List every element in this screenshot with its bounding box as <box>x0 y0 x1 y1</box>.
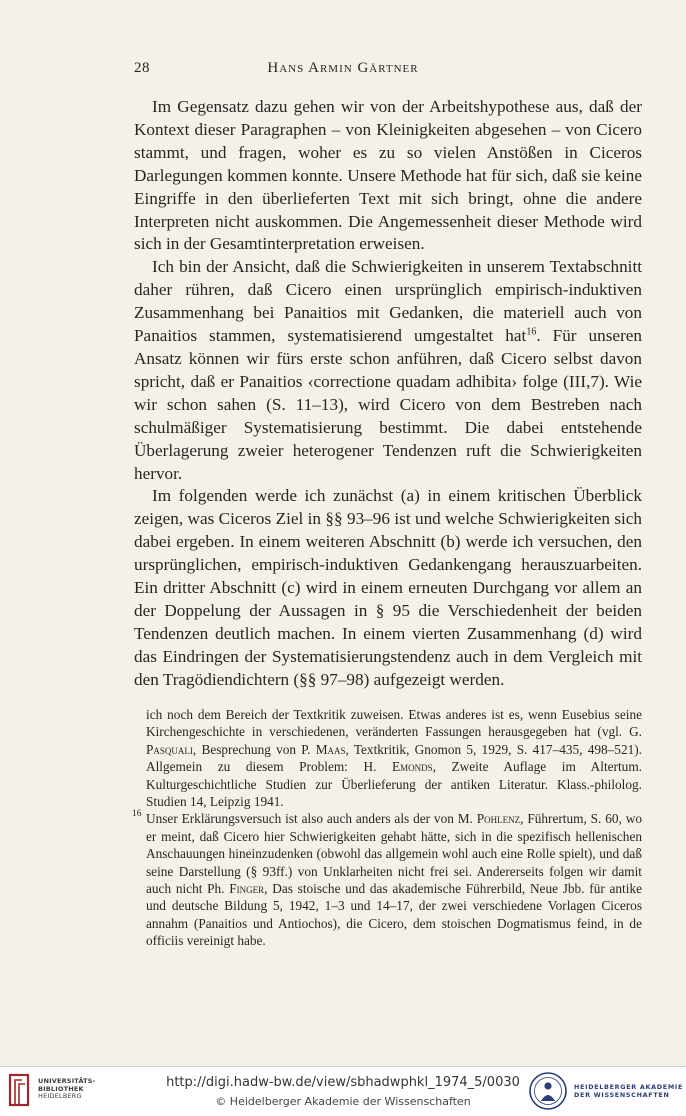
footnote-text: ich noch dem Bereich der Textkritik zuweisen. Etwas anderes ist es, wenn Eusebius seine Kirchengeschichte in verschiedenen, veränderten Fassungen herausgegeben hat (vgl. G. <box>146 707 642 740</box>
footnote-text: , Textkritik, Gnomon 5, 1929, S. 417–435, 498–521). Allgemein zu diesem Problem: H. <box>146 741 642 775</box>
running-head: Hans Armin Gärtner <box>267 60 419 76</box>
library-line: HEIDELBERG <box>38 1092 82 1100</box>
author-name: Maas <box>315 741 346 757</box>
footnote-text: Unser Erklärungsversuch ist also auch anders als der von M. <box>146 811 477 827</box>
permalink-url[interactable]: http://digi.hadw-bw.de/view/sbhadwphkl_1974_5/0030 <box>166 1075 520 1090</box>
footnote-text: , Zweite Auflage im Altertum. Kulturgeschichtliche Studien zur Überlieferung der antiken Literatur. Klass.-philolog. Studien 14, Leipzig 1941. <box>146 759 642 810</box>
footnote-number: 16 <box>132 809 142 820</box>
library-line: BIBLIOTHEK <box>38 1084 84 1093</box>
academy-seal-icon <box>528 1071 568 1111</box>
main-text <box>134 96 642 692</box>
footnote-16 <box>134 810 642 949</box>
paragraph-text: . Für unseren Ansatz können wir fürs erste schon anführen, daß Cicero selbst davon spricht, daß er Panaitios ‹correctione quadam adhibita› folge (III,7). Wie wir schon sahen (S. 11–13), wird Cicero von dem Bestreben nach schulmäßiger Systematisierung bestimmt. Die dabei entstehende Überlagerung zweier heterogener Tendenzen ruft die Schwierigkeiten hervor. <box>134 326 643 483</box>
footnote-text: , Das stoische und das akademische Führerbild, Neue Jbb. für antike und deutsche Bildung 5, 1942, 1–3 und 14–17, der zwei verschiedene Vorlagen Ciceros annahm (Panaitios und Antiochos), die Cicero, dem stoischen Dogmatismus feind, in de officiis vereinigt habe. <box>146 881 642 949</box>
footnote-reference[interactable]: 16 <box>526 326 537 338</box>
paragraph: Im folgenden werde ich zunächst (a) in einem kritischen Überblick zeigen, was Ciceros Ziel in §§ 93–96 ist und welche Schwierigkeiten sich dabei ergeben. In einem weiteren Abschnitt (b) werde ich versuchen, den ursprünglichen, empirisch-induktiven Gedankengang herauszuarbeiten. Ein dritter Abschnitt (c) wird in einem erneuten Durchgang vor allem an der Doppelung der Aussagen in § 95 die Verschiedenheit der beiden Tendenzen deutlich machen. In einem vierten Zusammenhang (d) wird das Eindringen der Systematisierungstendenz auch in dem Vergleich mit den Tragödiendichtern (§§ 97–98) aufgezeigt werden. <box>134 486 642 689</box>
academy-line: HEIDELBERGER AKADEMIE <box>574 1083 684 1091</box>
paragraph: Im Gegensatz dazu gehen wir von der Arbeitshypothese aus, daß der Kontext dieser Paragraphen – von Kleinigkeiten abgesehen – von Cicero stammt, und fragen, woher es zu so vielen Anstößen in Ciceros Darlegungen kommen konnte. Unsere Methode hat für sich, daß sie keine Eingriffe in den überlieferten Text mit sich bringt, ohne die andere Interpreten nicht auskommen. Die Angemessenheit dieser Methode wird sich in der Gesamtinterpretation erweisen. <box>134 97 642 254</box>
author-name: Pasquali <box>146 741 193 757</box>
library-line: UNIVERSITÄTS- <box>38 1077 96 1085</box>
copyright-notice: © Heidelberger Akademie der Wissenschaften <box>215 1095 471 1108</box>
footnote-continuation <box>134 706 642 810</box>
viewer-footer <box>0 1066 686 1116</box>
author-name: Pohlenz <box>476 811 521 827</box>
footnote-text: , Führertum, S. 60, wo er meint, daß Cicero hier Schwierigkeiten gehabt hätte, sich in die spezifisch hellenischen Anschauungen hineinzudenken (obwohl das allgemein wohl auch eine Rolle spielt), und daß seine Darstellung (§ 93ff.) von Unklarheiten nicht frei sei. Andererseits folgen wir damit auch nicht Ph. <box>146 811 642 897</box>
footnotes <box>134 706 642 950</box>
author-name: Emonds <box>392 759 433 775</box>
academy-name <box>574 1083 683 1099</box>
footnote-text: , Besprechung von P. <box>192 741 316 757</box>
page-number: 28 <box>134 60 150 76</box>
academy-line: DER WISSENSCHAFTEN <box>574 1091 670 1099</box>
author-name: Finger <box>229 881 265 897</box>
paragraph <box>134 256 642 485</box>
paragraph-text: Ich bin der Ansicht, daß die Schwierigkeiten in unserem Textabschnitt daher rühren, daß Cicero einen ursprünglich empirisch-induktiven Zusammenhang bei Panaitios mit Gedanken, die materiell auch von Panaitios stammen, systematisierend umgestaltet hat <box>134 257 642 346</box>
